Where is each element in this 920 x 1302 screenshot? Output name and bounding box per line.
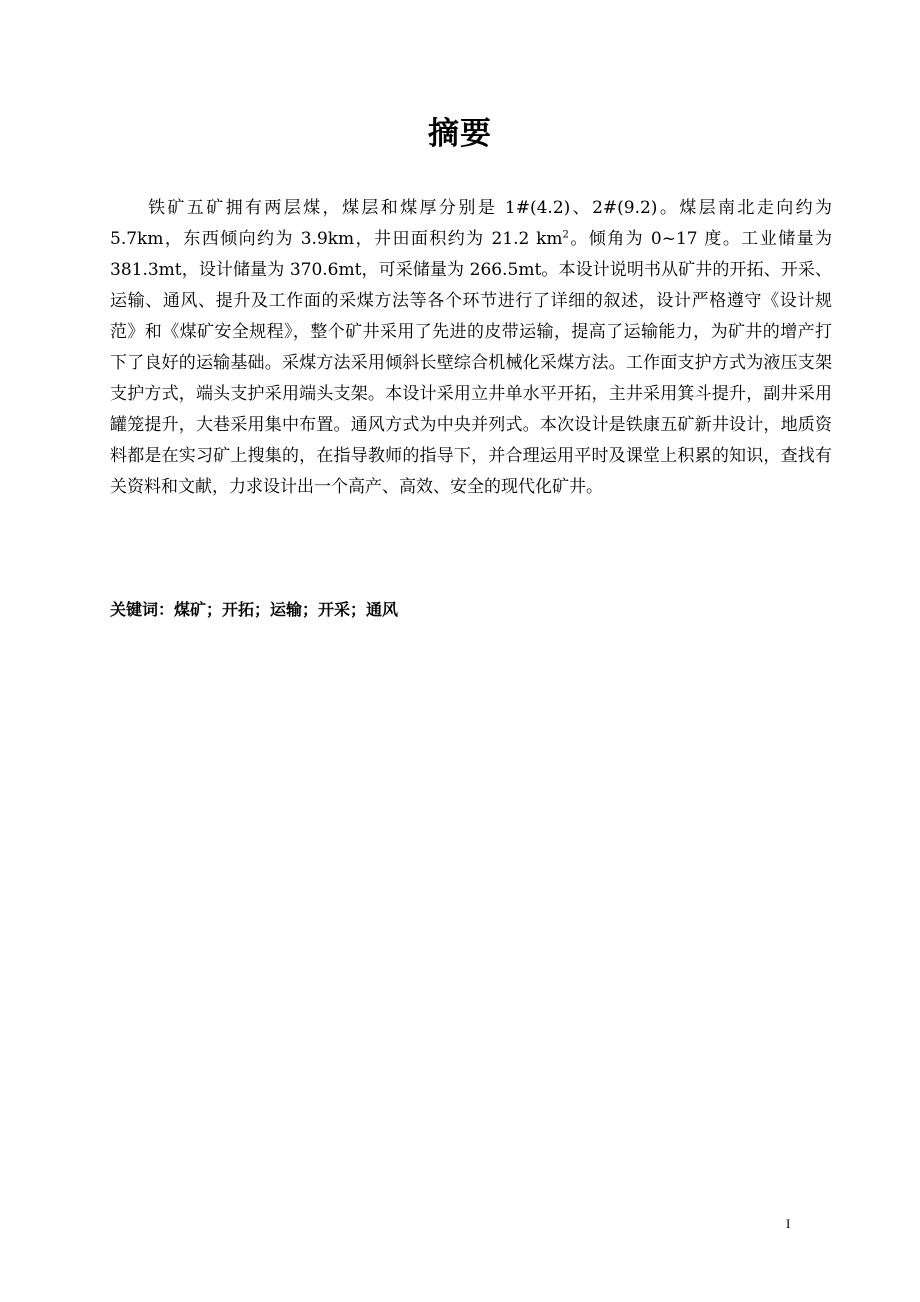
page-number: I — [786, 1216, 791, 1231]
area-unit-superscript: 2 — [562, 229, 569, 241]
abstract-paragraph — [110, 193, 832, 503]
keywords-line: 关键词：煤矿；开拓；运输；开采；通风 — [110, 600, 399, 619]
page-title: 摘要 — [428, 116, 492, 152]
abstract-text-part-1: 铁矿五矿拥有两层煤，煤层和煤厚分别是 1#(4.2)、2#(9.2)。煤层南北走向约为 5.7km，东西倾向约为 3.9km，井田面积约为 21.2 km — [110, 198, 832, 249]
abstract-text-part-2: 。倾角为 0~17 度。工业储量为 381.3mt，设计储量为 370.6mt，可采储量为 266.5mt。本设计说明书从矿井的开拓、开采、运输、通风、提升及工作面的采煤方法等各个环节进行了详细的叙述，设计严格遵守《设计规范》和《煤矿安全规程》，整个矿井采用了先进的皮带运输，提高了运输能力，为矿井的增产打下了良好的运输基础。采煤方法采用倾斜长壁综合机械化采煤方法。工作面支护方式为液压支架支护方式，端头支护采用端头支架。本设计采用立井单水平开拓，主井采用箕斗提升，副井采用罐笼提升，大巷采用集中布置。通风方式为中央并列式。本次设计是铁康五矿新井设计，地质资料都是在实习矿上搜集的，在指导教师的指导下，并合理运用平时及课堂上积累的知识，查找有关资料和文献，力求设计出一个高产、高效、安全的现代化矿井。 — [110, 229, 832, 497]
